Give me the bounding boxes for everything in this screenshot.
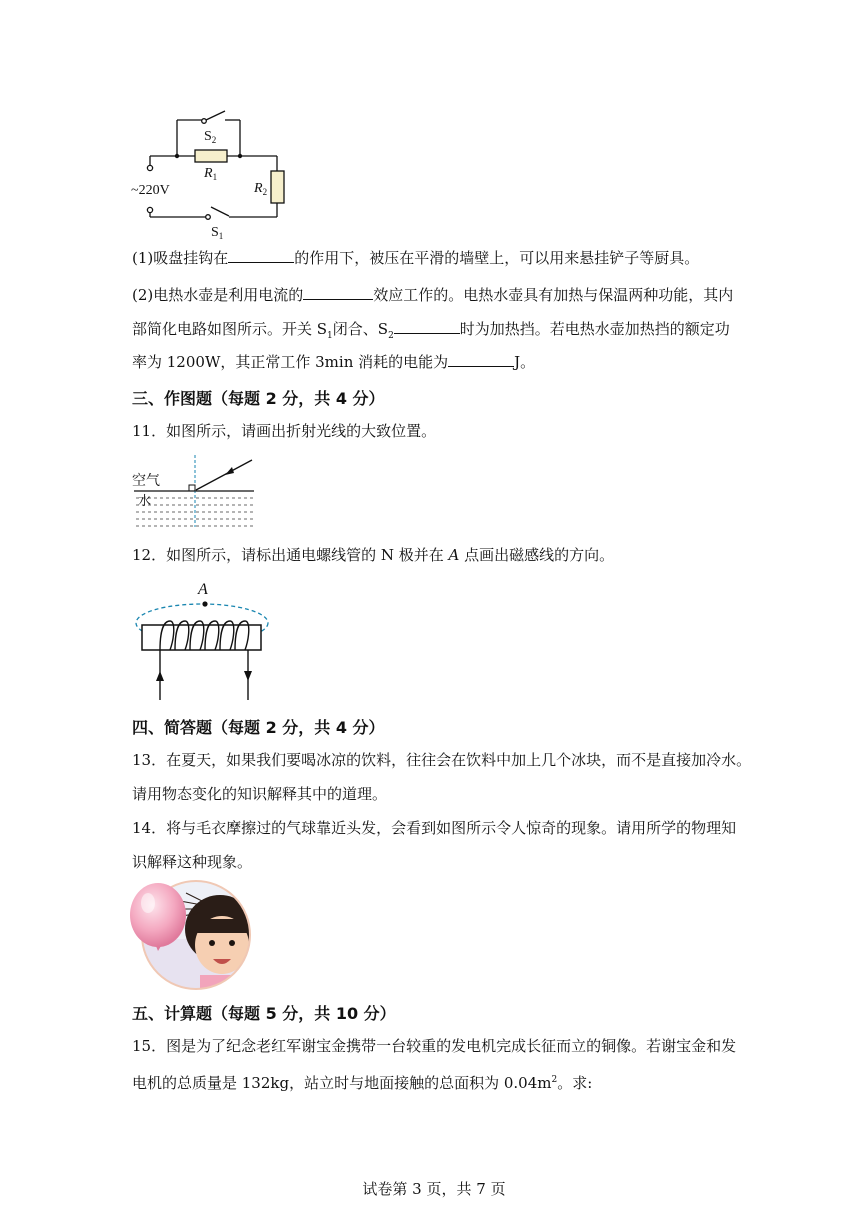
water-label: 水 bbox=[138, 493, 152, 508]
r2-sub: 2 bbox=[262, 187, 268, 197]
air-label: 空气 bbox=[132, 474, 160, 489]
s2-sub: 2 bbox=[211, 135, 217, 145]
r2-label: R bbox=[254, 181, 263, 196]
q10-part2-line2: 部简化电路如图所示。开关 $S_1$闭合、$S_2$ 时为加热挡。若电热水壶加热挡的额定功 bbox=[132, 320, 730, 341]
answer-blank[interactable] bbox=[394, 319, 460, 334]
q10-part1: (1)吸盘挂钩在 的作用下，被压在平滑的墙壁上，可以用来悬挂铲子等厨具。 bbox=[132, 249, 700, 267]
q13-line1: 13．在夏天，如果我们要喝冰凉的饮料，往往会在饮料中加上几个冰块，而不是直接加冷水。 bbox=[132, 751, 752, 769]
circuit-diagram bbox=[125, 100, 305, 245]
s1-sub: 1 bbox=[218, 231, 224, 241]
refraction-diagram bbox=[130, 455, 260, 533]
q15-line2: 电机的总质量是 132kg，站立时与地面接触的总面积为 $0.04m^2$。求: bbox=[132, 1074, 593, 1092]
q12-text: 12．如图所示，请标出通电螺线管的 N 极并在 A 点画出磁感线的方向。 bbox=[132, 546, 615, 564]
section-3-title: 三、作图题（每题 2 分，共 4 分） bbox=[132, 389, 385, 408]
answer-blank[interactable] bbox=[303, 285, 373, 300]
section-5-title: 五、计算题（每题 5 分，共 10 分） bbox=[132, 1004, 396, 1023]
s1-label: S bbox=[211, 225, 219, 240]
q10-part2-line3: 率为 1200W，其正常工作 3min 消耗的电能为 J。 bbox=[132, 353, 536, 371]
solenoid-diagram bbox=[130, 575, 275, 705]
r1-label: R bbox=[204, 166, 213, 181]
q14-line1: 14．将与毛衣摩擦过的气球靠近头发，会看到如图所示令人惊奇的现象。请用所学的物理知 bbox=[132, 819, 737, 837]
q13-line2: 请用物态变化的知识解释其中的道理。 bbox=[132, 785, 388, 803]
supply-label: ~220V bbox=[131, 183, 170, 198]
balloon-girl-photo bbox=[130, 879, 258, 997]
q10-part2-line1: (2)电热水壶是利用电流的 效应工作的。电热水壶具有加热与保温两种功能，其内 bbox=[132, 286, 734, 304]
answer-blank[interactable] bbox=[448, 352, 514, 367]
svg-text:R2 bbox=[253, 181, 267, 197]
q15-line1: 15．图是为了纪念老红军谢宝金携带一台较重的发电机完成长征而立的铜像。若谢宝金和发 bbox=[132, 1037, 737, 1055]
svg-text:S1 bbox=[211, 225, 223, 241]
svg-text:R1 bbox=[203, 166, 217, 182]
q11-text: 11．如图所示，请画出折射光线的大致位置。 bbox=[132, 422, 437, 440]
s2-label: S bbox=[204, 129, 212, 144]
point-a-label: A bbox=[198, 581, 208, 598]
r1-sub: 1 bbox=[212, 172, 218, 182]
answer-blank[interactable] bbox=[228, 248, 294, 263]
q14-line2: 识解释这种现象。 bbox=[132, 853, 253, 871]
section-4-title: 四、简答题（每题 2 分，共 4 分） bbox=[132, 718, 385, 737]
page-footer: 试卷第 3 页，共 7 页 bbox=[362, 1180, 506, 1198]
svg-text:S2 bbox=[204, 129, 216, 145]
